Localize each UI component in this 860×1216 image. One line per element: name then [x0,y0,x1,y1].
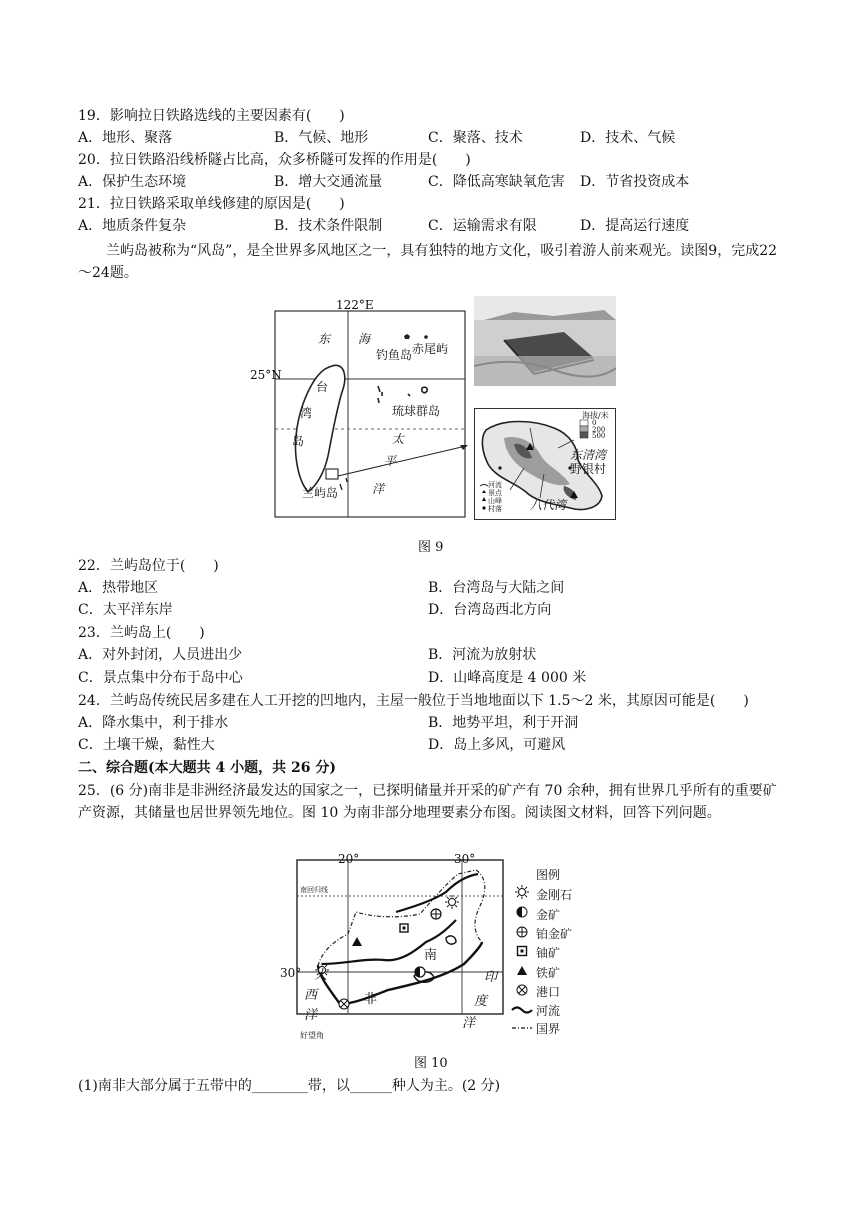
q20-option-c: C．降低高寒缺氧危害 [428,174,565,190]
q19-option-d: D．技术、气候 [580,130,676,146]
q24-stem: 24．兰屿岛传统民居多建在人工开挖的凹地内，主屋一般位于当地地面以下 1.5～2 米，其原因可能是( ) [78,693,749,709]
q21-option-c: C．运输需求有限 [428,218,537,234]
fig9-label-wan: 湾 [300,406,313,420]
q25-sub1: (1)南非大部分属于五带中的________带，以______种人为主。(2 分) [78,1078,501,1094]
port-symbol [339,999,349,1009]
fig10-indian-3: 洋 [462,1016,476,1031]
legend-uranium: 铀矿 [536,946,561,960]
fig9-label-lanyu: 兰屿岛 [302,486,339,500]
fig9-label-chiwei: 赤尾屿 [412,342,449,356]
fig10-indian-2: 度 [474,994,488,1009]
fig10-tropic-label: 南回归线 [300,886,328,894]
legend-platinum: 铂金矿 [536,927,573,941]
q22-option-d: D．台湾岛西北方向 [428,602,552,618]
figure-9-caption: 图 9 [418,540,444,555]
q19-option-c: C．聚落、技术 [428,130,523,146]
lanyu-photo [474,296,616,386]
q19-stem: 19．影响拉日铁路选线的主要因素有( ) [78,108,345,124]
q19-option-a: A．地形、聚落 [78,130,173,146]
q20-option-d: D．节省投资成本 [580,174,690,190]
legend-gold: 金矿 [536,908,561,922]
q24-option-d: D．岛上多风，可避风 [428,737,566,753]
diamond-symbol-1 [445,895,459,909]
q24-option-b: B．地势平坦，利于开洞 [428,715,579,731]
q23-option-c: C．景点集中分布于岛中心 [78,670,243,686]
inset-symbol-village: 村落 [488,505,502,513]
q25-stem: 25．(6 分)南非是非洲经济最发达的国家之一，已探明储量并开采的矿产有 70 余种，拥有世界几乎所有的重要矿产资源，其储量也居世界领先地位。图 10 为南非部分地理要素分布图。阅读图文材料，回答下列问题。 [78,783,777,821]
inset-legend-level-0: 0 [592,419,597,427]
q24-option-a: A．降水集中，利于排水 [78,715,229,731]
q20-option-a: A．保护生态环境 [78,174,187,190]
fig9-label-tai-pacific: 太 [392,432,405,446]
fig9-label-hai: 海 [358,332,371,346]
fig9-label-dong: 东 [318,332,331,346]
q23-stem: 23．兰屿岛上( ) [78,625,205,641]
inset-legend-level-200: 200 [592,426,606,434]
fig10-atlantic-3: 洋 [304,1008,318,1023]
legend-border: 国界 [536,1022,561,1036]
fig10-atlantic-1: 大 [314,968,328,983]
fig10-lon-20: 20° [338,852,360,866]
legend-iron: 铁矿 [536,966,561,980]
q21-option-b: B．技术条件限制 [274,218,383,234]
intro-paragraph-22: 兰屿岛被称为“风岛”，是全世界多风地区之一，具有独特的地方文化，吸引着游人前来观光。读图9，完成22～24题。 [78,243,778,281]
fig10-cape-label: 好望角 [300,1031,324,1040]
fig9-arrow [336,440,476,480]
q22-option-a: A．热带地区 [78,580,159,596]
fig10-lat-30: 30° [280,966,302,980]
fig10-lon-30: 30° [454,852,476,866]
q21-option-a: A．地质条件复杂 [78,218,187,234]
fig9-label-ryukyu: 琉球群岛 [392,404,441,418]
fig10-legend-symbols [510,884,536,1034]
chiwei-island-shape [424,335,428,339]
q23-option-d: D．山峰高度是 4 000 米 [428,670,587,686]
fig9-label-diaoyu: 钓鱼岛 [376,348,413,362]
figure-10-caption: 图 10 [414,1056,448,1071]
fig10-label-fei: 非 [364,992,378,1007]
inset-legend-title: 海拔/米 [582,411,609,420]
inset-symbol-peak: 山峰 [488,497,502,505]
q22-option-b: B．台湾岛与大陆之间 [428,580,565,596]
fig10-atlantic-2: 西 [304,988,318,1003]
inset-legend-level-500: 500 [592,432,606,440]
figure-10-map [296,854,504,1016]
fig9-longitude: 122°E [336,298,374,312]
q21-option-d: D．提高运行速度 [580,218,690,234]
inset-symbol-scenic: 景点 [488,489,502,497]
inset-symbol-river: 河流 [488,481,502,489]
q19-option-b: B．气候、地形 [274,130,369,146]
q24-option-c: C．土壤干燥，黏性大 [78,737,215,753]
legend-port: 港口 [536,985,561,999]
fig10-label-nan: 南 [424,948,438,963]
fig9-label-yang: 洋 [372,482,385,496]
q20-stem: 20．拉日铁路沿线桥隧占比高，众多桥隧可发挥的作用是( ) [78,152,471,168]
legend-diamond: 金刚石 [536,888,573,902]
q23-option-a: A．对外封闭，人员进出少 [78,647,243,663]
q20-option-b: B．增大交通流量 [274,174,383,190]
fig9-label-ping: 平 [384,454,397,468]
legend-river: 河流 [536,1004,561,1018]
q22-stem: 22．兰屿岛位于( ) [78,558,219,574]
fig9-latitude: 25°N [250,368,282,382]
q21-stem: 21．拉日铁路采取单线修建的原因是( ) [78,196,345,212]
q22-option-c: C．太平洋东岸 [78,602,173,618]
section-2-heading: 二、综合题(本大题共 4 小题，共 26 分) [78,760,336,776]
inset-label-yeyin: 野银村 [570,462,607,476]
fig9-label-dao: 岛 [292,434,305,448]
fig10-legend-title: 图例 [536,868,561,882]
fig9-label-tai: 台 [316,380,329,394]
inset-label-badai: 八代湾 [530,498,567,512]
inset-label-dongqing: 东清湾 [570,448,607,462]
q23-option-b: B．河流为放射状 [428,647,537,663]
fig10-indian-1: 印 [484,970,498,985]
